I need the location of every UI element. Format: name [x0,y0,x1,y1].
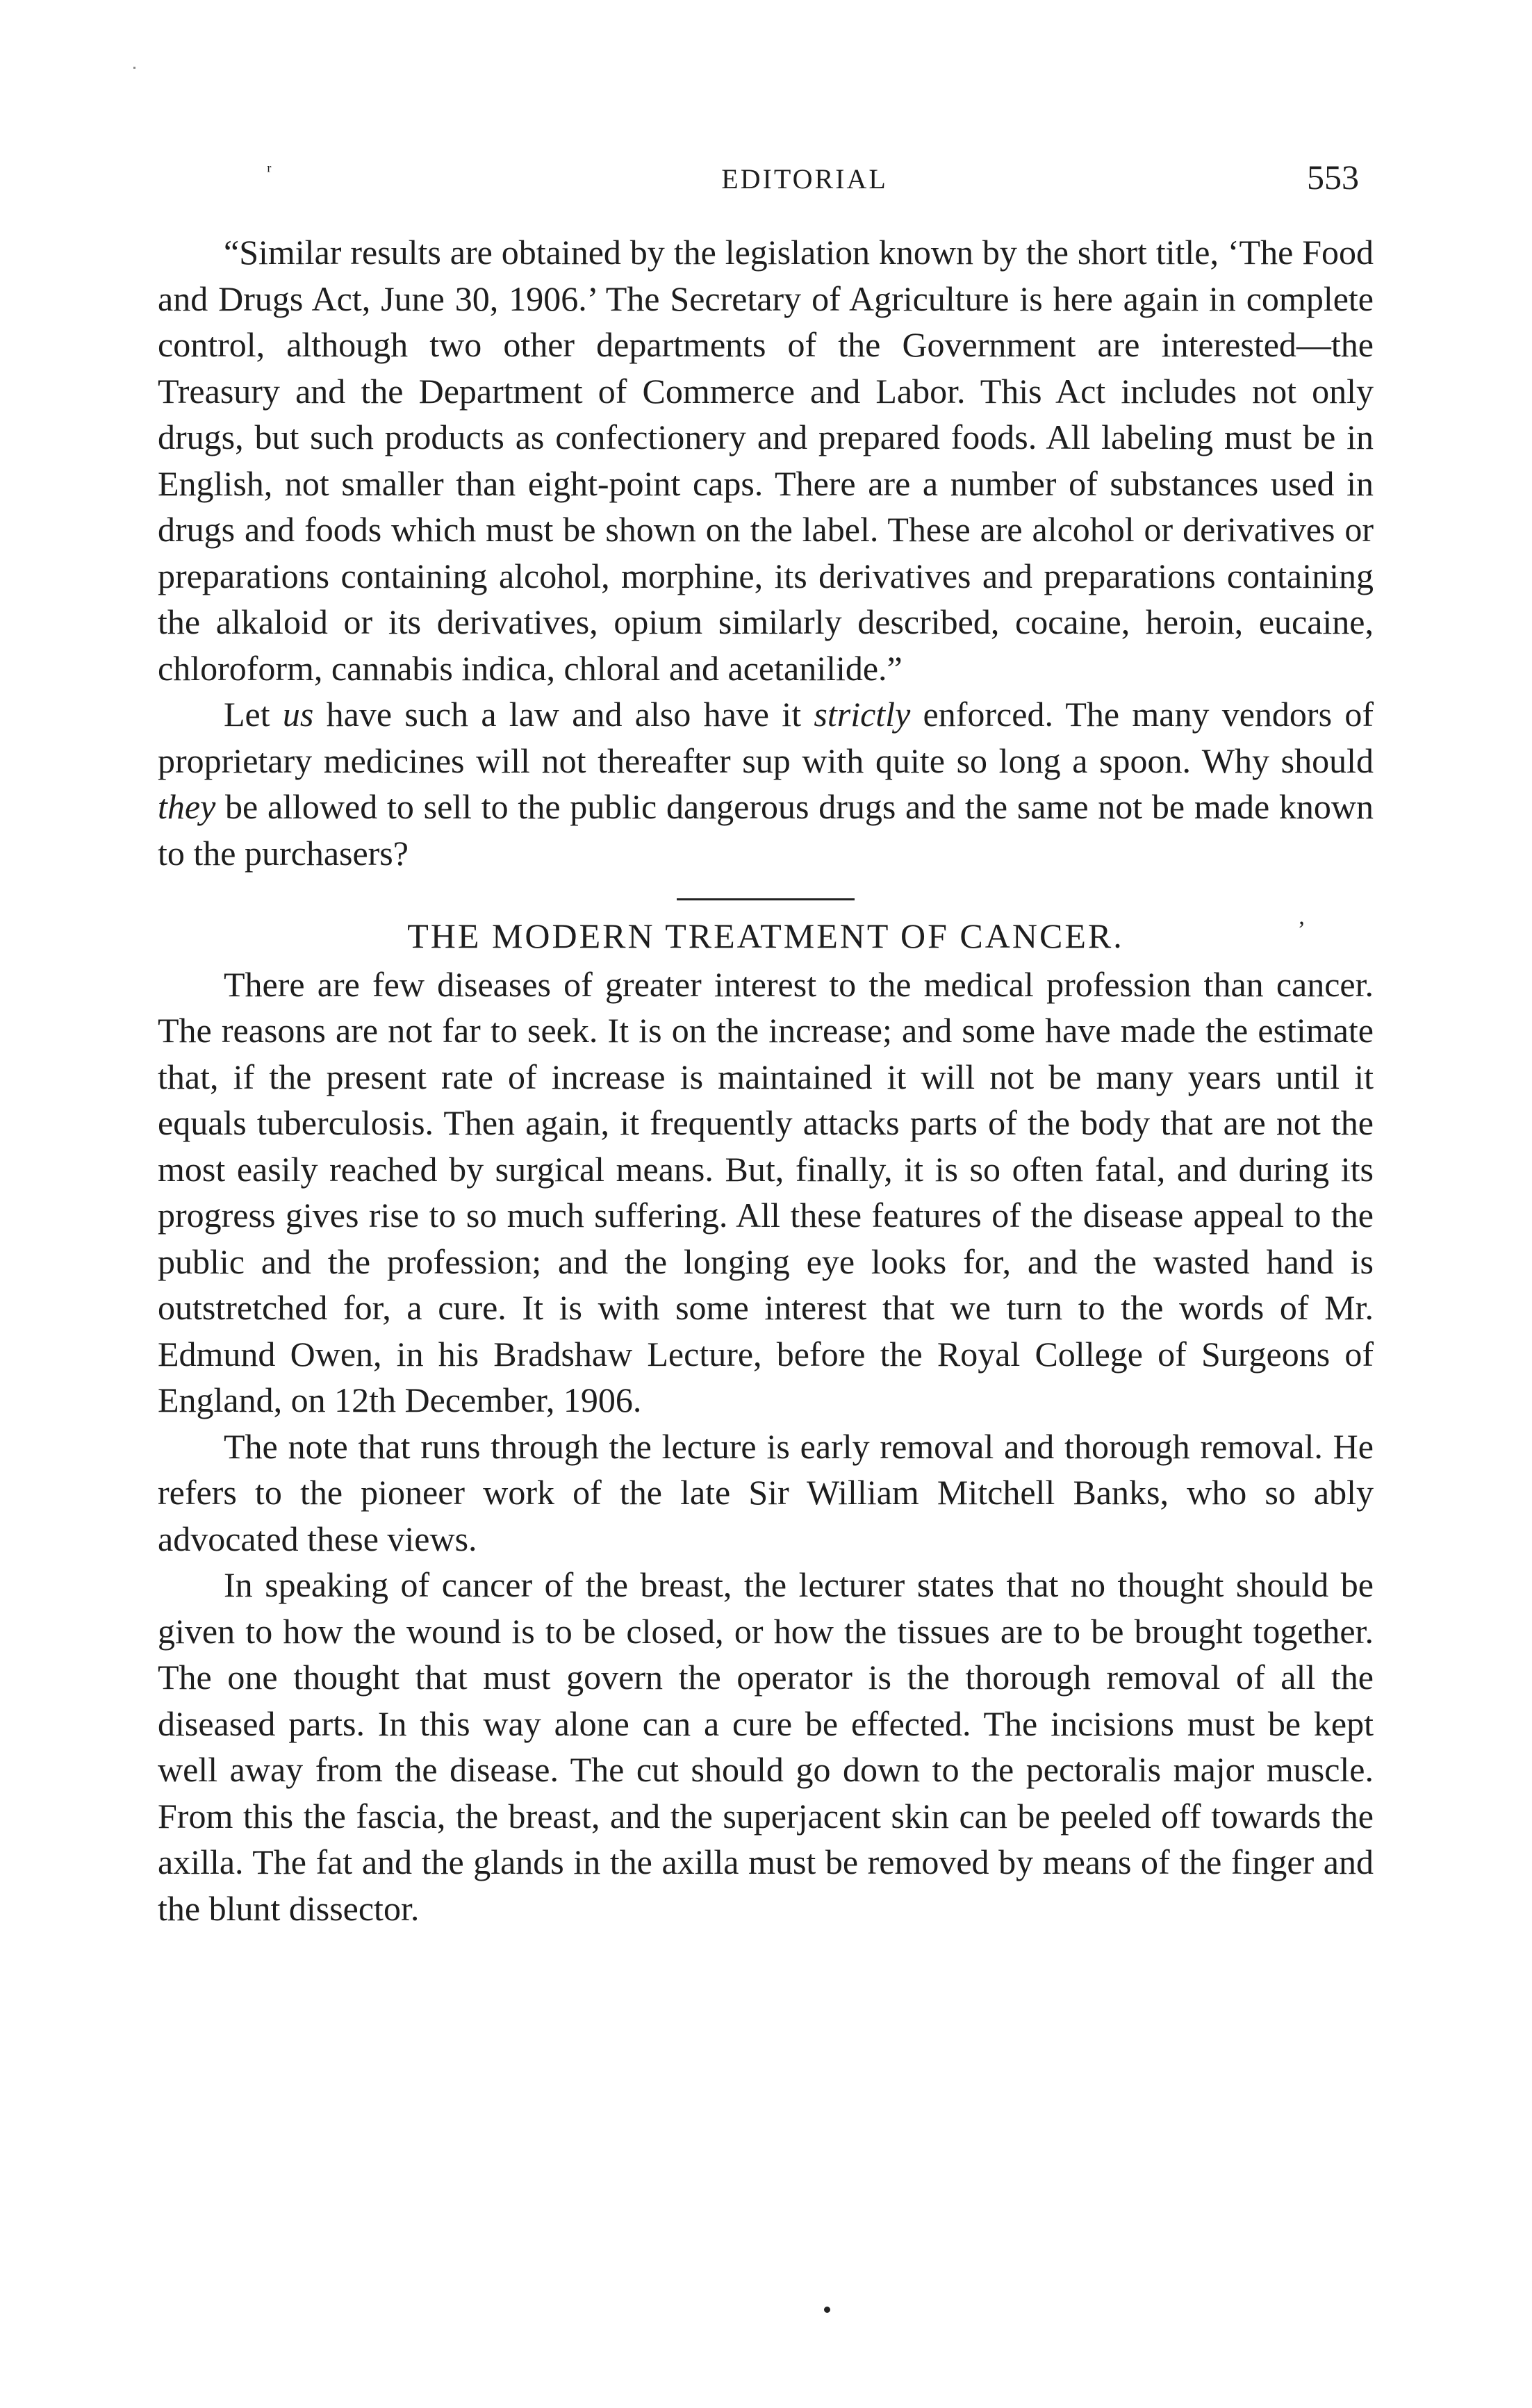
text-run: Let [224,695,283,734]
italic-strictly: strictly [814,695,911,734]
text-run: enforced. The many vendors of proprietary medicines will not thereafter sup with quite so long a spoon. Why should [158,695,1374,780]
footer-dot [824,2307,830,2313]
page-speck [133,67,135,69]
paragraph-breast-cancer: In speaking of cancer of the breast, the lecturer states that no thought should be given to how the wound is to be closed, or how the tissues are to be brought together. The one thought that must govern the operator is the thorough removal of all the diseased parts. In this way alone can a cure be effected. The incisions must be kept well away from the disease. The cut should go down to the pectoralis major muscle. From this the fascia, the breast, and the superjacent skin can be peeled off towards the axilla. The fat and the glands in the axilla must be removed by means of the finger and the blunt dissector. [158,1565,1374,1928]
text-run: be allowed to sell to the public dangerous drugs and the same not be made known to the purchasers? [158,787,1374,873]
section-title [158,913,1374,959]
running-head: EDITORIAL [721,163,888,195]
page-number: 553 [1307,158,1359,197]
section-divider [677,898,855,900]
text-run: have such a law and also have it [313,695,814,734]
paragraph-lecture-note: The note that runs through the lecture is early removal and thorough removal. He refers to the pioneer work of the late Sir William Mitchell Banks, who so ably advocated these views. [158,1426,1374,1558]
paragraph-cancer-interest: There are few diseases of greater interest to the medical profession than cancer. The reasons are not far to seek. It is on the increase; and some have made the estimate that, if the present rate of increase is maintained it will not be many years until it equals tuberculosis. Then again, it frequently attacks parts of the body that are not the most easily reached by surgical means. But, finally, it is so often fatal, and during its progress gives rise to so much suffering. All these features of the disease appeal to the public and the profession; and the longing eye looks for, and the wasted hand is outstretched for, a cure. It is with some interest that we turn to the words of Mr. Edmund Owen, in his Bradshaw Lecture, before the Royal College of Surgeons of England, on 12th December, 1906. [158,964,1374,1419]
article-body [158,229,1374,1931]
italic-us: us [282,695,314,734]
page-header [250,157,1359,206]
header-mark: ʳ [267,160,272,183]
section-title-text: THE MODERN TREATMENT OF CANCER. [407,916,1124,955]
italic-they: they [158,787,216,826]
paragraph-let-us [158,691,1374,876]
section-mark: ʼ [1297,917,1308,943]
paragraph-quoted-act: “Similar results are obtained by the legislation known by the short title, ‘The Food and Drugs Act, June 30, 1906.’ The Secretary of Agriculture is here again in complete control, although two other departments of the Government are interested—the Treasury and the Department of Commerce and Labor. This Act includes not only drugs, but such products as confectionery and prepared foods. All labeling must be in English, not smaller than eight-point caps. There are a number of substances used in drugs and foods which must be shown on the label. These are alcohol or derivatives or preparations containing alcohol, morphine, its derivatives and preparations containing the alkaloid or its derivatives, opium similarly described, cocaine, heroin, eucaine, chloroform, cannabis indica, chloral and acetanilide.” [158,233,1374,688]
